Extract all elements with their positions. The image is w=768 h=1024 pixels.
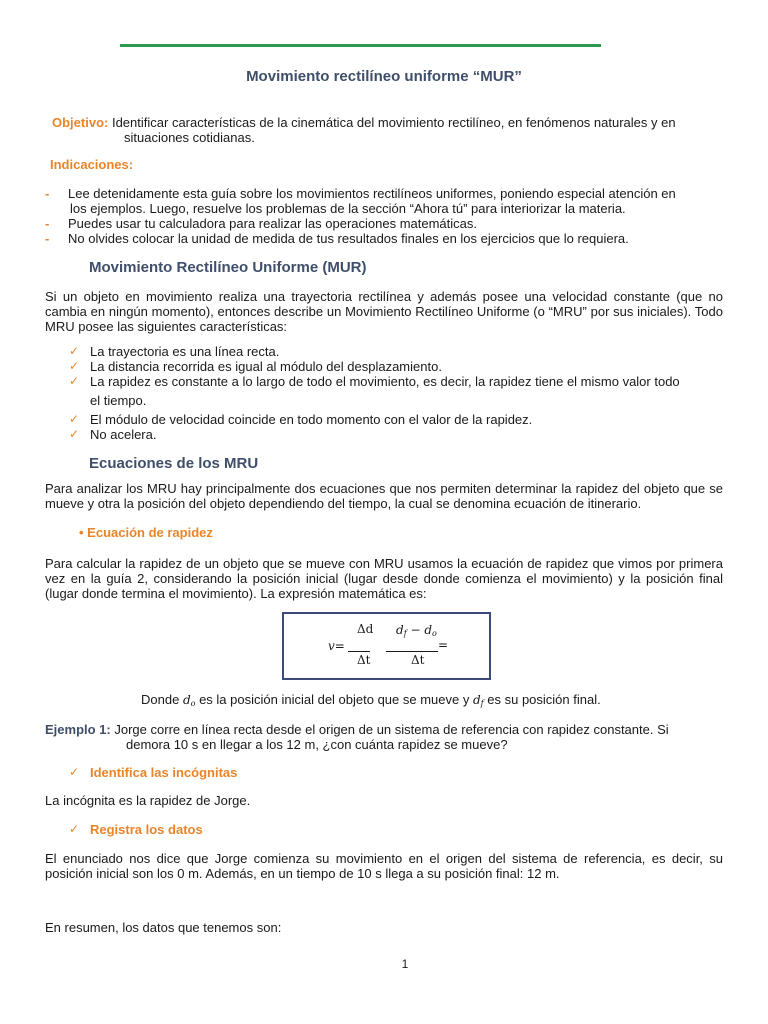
formula-v: v= (328, 639, 345, 653)
characteristic-item: ✓ No acelera. (69, 427, 157, 442)
characteristic-item-cont: el tiempo. (90, 393, 147, 408)
objective-line2: situaciones cotidianas. (124, 130, 255, 145)
subheading-rapidez: • Ecuación de rapidez (79, 525, 213, 540)
indications-label: Indicaciones: (50, 157, 134, 172)
formula-den1: Δt (357, 653, 371, 667)
section1-paragraph: Si un objeto en movimiento realiza una trayectoria rectilínea y además posee una velocidad constante (que no cambia en ningún momento), entonces describe un Movimiento Rectilíneo Uniforme (o “MRU” por sus iniciales). Todo MRU posee las siguientes características: (45, 289, 723, 334)
page-title: Movimiento rectilíneo uniforme “MUR” (246, 68, 522, 85)
characteristic-item: ✓ La rapidez es constante a lo largo de todo el movimiento, es decir, la rapidez tiene el mismo valor todo (69, 374, 680, 389)
check-icon: ✓ (69, 374, 80, 388)
check-icon: ✓ (69, 822, 80, 836)
formula-eq2: = (438, 638, 449, 652)
objective-label: Objetivo: (52, 115, 109, 130)
characteristic-item: ✓ La distancia recorrida es igual al módulo del desplazamiento. (69, 359, 442, 374)
example-label: Ejemplo 1: (45, 722, 111, 737)
characteristic-item: ✓ La trayectoria es una línea recta. (69, 344, 280, 359)
check-icon: ✓ (69, 359, 80, 373)
section2-paragraph: Para analizar los MRU hay principalmente dos ecuaciones que nos permiten determinar la rapidez del objeto que se mueve y otra la posición del objeto dependiendo del tiempo, la cual se denomina ecuación de itinerario. (45, 481, 723, 511)
example-line1: Jorge corre en línea recta desde el origen de un sistema de referencia con rapidez constante. Si (114, 722, 669, 737)
indication-item: - Lee detenidamente esta guía sobre los movimientos rectilíneos uniformes, poniendo especial atención en los ejemplos. Luego, resuelve los problemas de la sección “Ahora tú” para interiorizar la materia. (45, 186, 676, 216)
formula-explanation: Donde $d_o$ es la posición inicial del objeto que se mueve y $d_f$ es su posición final. (141, 692, 601, 708)
section-heading-ecuaciones: Ecuaciones de los MRU (89, 455, 259, 472)
formula-den2: Δt (411, 653, 425, 667)
step-register: ✓ Registra los datos (69, 822, 203, 837)
objective-block (52, 115, 732, 130)
section2-paragraph2: Para calcular la rapidez de un objeto que se mueve con MRU usamos la ecuación de rapidez que vimos por primera vez en la guía 2, considerando la posición inicial (lugar desde donde comienza el movimiento) y la posición final (lugar donde termina el movimiento). La expresión matemática es: (45, 556, 723, 601)
characteristics-list (69, 344, 730, 442)
step-identify-text: La incógnita es la rapidez de Jorge. (45, 793, 251, 808)
check-icon: ✓ (69, 412, 80, 426)
indication-item: - No olvides colocar la unidad de medida de tus resultados finales en los ejercicios que lo requiera. (45, 231, 629, 246)
fraction-bar-1 (348, 651, 370, 652)
formula-num2: $d_f - d_o$ (396, 623, 437, 638)
formula-box (282, 612, 491, 680)
top-rule (120, 44, 601, 47)
summary-text: En resumen, los datos que tenemos son: (45, 920, 282, 935)
formula-num1: Δd (357, 622, 374, 636)
step-identify: ✓ Identifica las incógnitas (69, 765, 238, 780)
check-icon: ✓ (69, 344, 80, 358)
fraction-bar-2 (386, 651, 438, 652)
indications-list (45, 186, 738, 246)
example-line2: demora 10 s en llegar a los 12 m, ¿con cuánta rapidez se mueve? (126, 737, 508, 752)
check-icon: ✓ (69, 427, 80, 441)
indication-item: - Puedes usar tu calculadora para realizar las operaciones matemáticas. (45, 216, 477, 231)
characteristic-item: ✓ El módulo de velocidad coincide en todo momento con el valor de la rapidez. (69, 412, 533, 427)
check-icon: ✓ (69, 765, 80, 779)
step-register-text: El enunciado nos dice que Jorge comienza su movimiento en el origen del sistema de referencia, es decir, su posición inicial son los 0 m. Además, en un tiempo de 10 s llega a su posición final: 12 m. (45, 851, 723, 881)
objective-line1: Identificar características de la cinemática del movimiento rectilíneo, en fenómenos naturales y en (111, 115, 676, 130)
page-number: 1 (401, 957, 409, 971)
example-block (45, 722, 725, 737)
section-heading-mur: Movimiento Rectilíneo Uniforme (MUR) (89, 259, 367, 276)
